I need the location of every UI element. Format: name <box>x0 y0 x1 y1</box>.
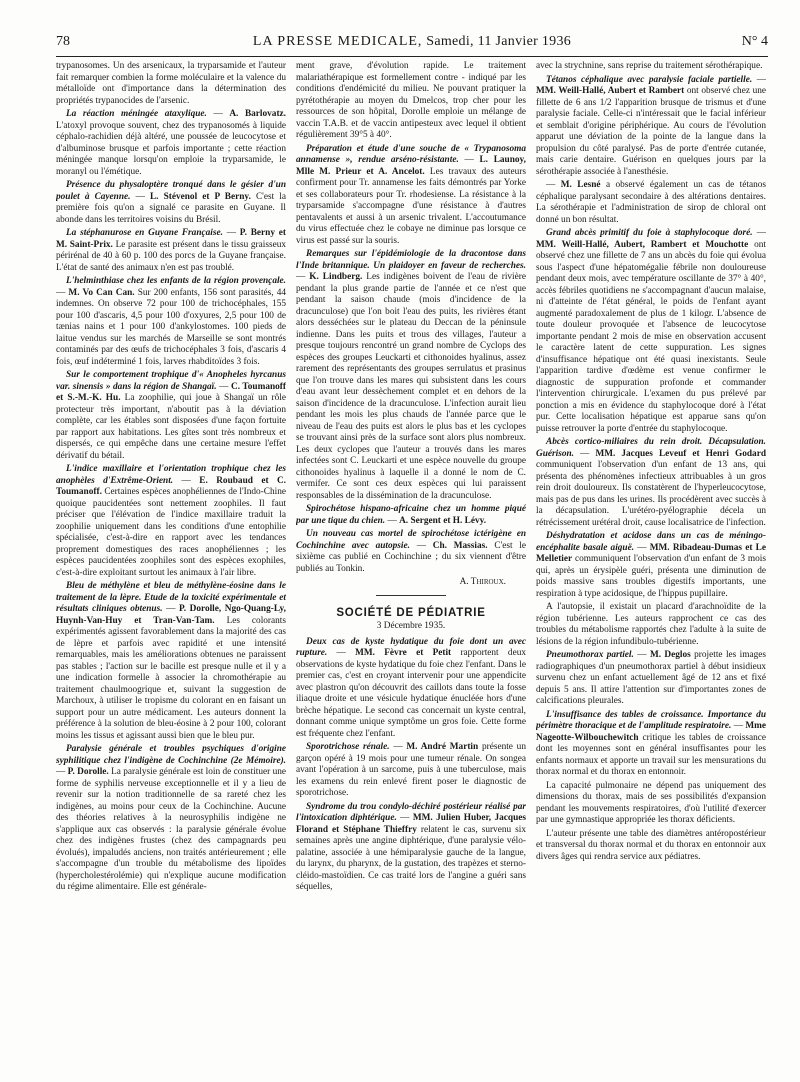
abstract-authors: C. Toumanoff et S.-M.-K. Hu. <box>56 381 286 403</box>
abstract-body: Le parasite est présent dans le tissu graisseux périrénal de 40 à 60 p. 100 des porcs de la Guyane française. L'état de santé des animaux n'en est pas troublé. <box>56 239 286 273</box>
abstract-title: Préparation et étude d'une souche de « Trypanosoma annamense », rendue arséno-résistante. <box>296 143 526 165</box>
abstract-paragraph: Pneumothorax partiel. — M. Deglos projette les images radiographiques d'un pneumothorax partiel à début insidieux survenu chez un enfant actuellement âgé de 12 ans et fixé depuis 5 ans. Il attire l'attention sur d'importantes zones de calcifications pleurales. <box>536 650 766 706</box>
abstract-body: C'est le sixième cas publié en Cochinchine ; du six viennent d'être publiés au Tonkin. <box>296 540 526 574</box>
abstract-title: Remarques sur l'épidémiologie de la dracontose dans l'Inde britannique. Un plaidoyer en faveur de recherches. <box>296 249 526 271</box>
article-columns <box>56 61 768 1061</box>
abstract-authors: P. Berny et M. Saint-Prix. <box>56 228 286 250</box>
abstract-paragraph: Sur le comportement trophique d'« Anopheles hyrcanus var. sinensis » dans la région de Shangaï. — C. Toumanoff et S.-M.-K. Hu. La zoophilie, qui joue à Shangaï un rôle protecteur très important, n'aboutit pas à la déviation complète, car les étables sont disposées d'une façon fortuite par rapport aux habitations. Les gîtes sont très nombreux et dispersés, ce qui empêche dans une certaine mesure l'effet dérivatif du bétail. <box>56 370 286 461</box>
abstract-body: critique les tables de croissance dont les moyennes sont en général insuffisantes pour les enfants normaux et apporte un travail sur les mensurations du thorax normal et du thorax en entonnoir. <box>536 732 766 777</box>
abstract-authors: A. Sergent et H. Lévy. <box>399 515 487 526</box>
abstract-authors: M. André Martin <box>406 742 479 752</box>
abstract-body: Les indigènes boivent de l'eau de rivière pendant la plus grande partie de l'année et ce n'est que pendant la saison chaude (mois d'incidence de la dracunculose) que l'on boit l'eau des puits, les rivières étant alors desséchées sur le plateau du Deccan de la péninsule indienne. Dans les puits et trous des villages, l'auteur a presque toujours rencontré un grand nombre de Cyclops des espèces des groupes Leuckarti et cithonoides hyalinus, assez rarement des représentants des groupes serrulatus et prasinus que l'on trouve dans les mares qui subsistent dans les cours d'eau avant leur dessèchement complet et en dehors de la saison d'incidence de la dracunculose. L'infection aurait lieu pendant les mois les plus chauds de l'année parce que le niveau de l'eau des puits est alors le plus bas et les cyclopes se trouvant ainsi près de la surface sont alors plus nombreux. Les deux cyclopes que l'auteur a trouvés dans les mares infectées sont C. Leuckarti et une espèce nouvelle du groupe cithonoides hyalinus à laquelle il a donné le nom de C. vermifer. Ce sont ces deux espèces qui lui paraissent responsables de la dissémination de la dracunculose. <box>296 272 526 501</box>
abstract-paragraph <box>536 781 766 827</box>
abstract-authors: M. Deglos <box>649 650 691 660</box>
abstract-body: ont observé chez une fillette de 7 ans un abcès du foie qui évolua sous l'aspect d'une hépatomégalie fébrile non douloureuse pendant deux mois, avec température oscillante de 37° à 40°, accès fébriles quotidiens ne s'accompagnant d'aucun malaise, ni d'atteinte de l'état général, le poids de l'enfant ayant augmenté paradoxalement de plus de 1 kilogr. L'absence de toute douleur provoquée et l'absence de leucocytose importante pendant 2 mois de mise en observation accusent le caractère latent de cette suppuration. Les signes d'insuffisance hépatique ont été quasi inexistants. Seule l'apparition tardive d'œdème est venue confirmer le diagnostic de suppuration profonde et commander l'intervention chirurgicale. L'examen du pus prélevé par ponction a mis en évidence du staphylocoque doré à l'état pur. Cette localisation hépatique est apparue sans qu'on puisse retrouver la porte d'entrée du staphylocoque. <box>536 239 766 434</box>
abstract-authors: L. Stévenol et P Berny. <box>149 191 251 202</box>
abstract-title: Spirochétose hispano-africaine chez un homme piqué par une tique du chien. <box>296 504 526 526</box>
abstract-paragraph <box>536 602 766 648</box>
abstract-title: L'indice maxillaire et l'orientation trophique chez les anophèles d'Extrême-Orient. <box>56 464 286 486</box>
abstract-body: ment grave, d'évolution rapide. Le traitement malariathérapique est formellement contre - indiqué par les conditions d'endémicité du milieu. Ne pouvant pratiquer la pyrétothérapie au moyen du Dmelcos, trop cher pour les ressources de son hôpital, Dorolle emploie un mélange de vaccin T.A.B. et de vaccin antipesteux avec lequel il obtient régulièrement 39°5 à 40°. <box>296 61 526 140</box>
page-header <box>56 34 768 57</box>
abstract-paragraph: Un nouveau cas mortel de spirochétose ictérigène en Cochinchine avec autopsie. — Ch. Massias. C'est le sixième cas publié en Cochinchine ; du six viennent d'être publiés au Tonkin. <box>296 529 526 574</box>
abstract-body: La zoophilie, qui joue à Shangaï un rôle protecteur très important, n'aboutit pas à la déviation complète, car les étables sont disposées d'une façon fortuite par rapport aux habitations. Les gîtes sont très nombreux et dispersés, ce qui empêche dans une certaine mesure l'effet dérivatif du bétail. <box>56 393 286 461</box>
issue-number: N° 4 <box>741 34 768 49</box>
abstract-paragraph: Remarques sur l'épidémiologie de la dracontose dans l'Inde britannique. Un plaidoyer en faveur de recherches. — K. Lindberg. Les indigènes boivent de l'eau de rivière pendant la plus grande partie de l'année et ce n'est que pendant la saison chaude (mois d'incidence de la dracunculose) que l'on boit l'eau des puits, les rivières étant alors desséchées sur le plateau du Deccan de la péninsule indienne. Dans les puits et trous des villages, l'auteur a presque toujours rencontré un grand nombre de Cyclops des espèces des groupes Leuckarti et cithonoides hyalinus, assez rarement des représentants des groupes serrulatus et prasinus que l'on trouve dans les mares qui subsistent dans les cours d'eau avant leur dessèchement complet et en dehors de la saison d'incidence de la dracunculose. L'infection aurait lieu pendant les mois les plus chauds de l'année parce que le niveau de l'eau des puits est alors le plus bas et les cyclopes se trouvant ainsi près de la surface sont alors plus nombreux. Les deux cyclopes que l'auteur a trouvés dans les mares infectées sont C. Leuckarti et une espèce nouvelle du groupe cithonoides hyalinus à laquelle il a donné le nom de C. vermifer. Ce sont ces deux espèces qui lui paraissent responsables de la dissémination de la dracunculose. <box>296 249 526 501</box>
abstract-title: Paralysie générale et troubles psychiques d'origine syphilitique chez l'indigène de Cochinchine (2e Mémoire). <box>56 744 286 766</box>
abstract-authors: MM. Jacques Leveuf et Henri Godard <box>595 448 766 459</box>
abstract-body: La capacité pulmonaire ne dépend pas uniquement des dimensions du thorax, mais de ses possibilités d'expansion pendant les mouvements respiratoires, d'où l'utilité d'exercer par une gymnastique appropriée les thorax déficients. <box>536 780 766 825</box>
abstract-paragraph: L'helminthiase chez les enfants de la région provençale. — M. Vo Can Can. Sur 200 enfants, 156 sont parasités, 44 indemnes. On observe 72 pour 100 de trichocéphales, 155 pour 100 d'ascaris, 4,5 pour 100 d'oxyures, 2,5 pour 100 de tænias nains et 1 pour 100 d'ankylostomes. 100 pieds de laitue vendus sur les marchés de Marseille se sont montrés contaminés par des œufs de trichocéphales 3 fois, d'ascaris 4 fois, œuf indéterminé 1 fois, larves rhabditoïdes 3 fois. <box>56 276 286 367</box>
abstract-title: Présence du physaloptère tronqué dans le gésier d'un poulet à Cayenne. <box>56 180 286 202</box>
abstract-title: La stéphanurose en Guyane Française. <box>66 228 223 238</box>
abstract-paragraph: Bleu de méthylène et bleu de méthylène-éosine dans le traitement de la lèpre. Etude de la toxicité expérimentale et résultats cliniques obtenus. — P. Dorolle, Ngo-Quang-Ly, Huynh-Van-Huy et Tran-Van-Tam. Les colorants expérimentés agissent favorablement dans la majorité des cas de lèpre et parfois avec rapidité et une intensité remarquables, mais les améliorations obtenues ne paraissent pas stables ; l'action sur le bacille est presque nulle et il y a une indication formelle à associer la chromothérapie au traitement chaulmoogrique et, suivant la suggestion de Marchoux, à utiliser le tropisme du colorant en en faisant un support pour un autre médicament. Les auteurs donnent la préférence à la solution de bleu-éosine à 2 pour 100, colorant moins les tissus et agissant aussi bien que le bleu pur. <box>56 581 286 741</box>
abstract-authors: MM. Weill-Hallé, Aubert, Rambert et Mouchotte <box>536 239 749 250</box>
page-number: 78 <box>56 34 70 49</box>
abstract-title: Bleu de méthylène et bleu de méthylène-éosine dans le traitement de la lèpre. Etude de la toxicité expérimentale et résultats cliniques obtenus. <box>56 581 286 614</box>
abstract-paragraph: Deux cas de kyste hydatique du foie dont un avec rupture. — MM. Fèvre et Petit rapportent deux observations de kyste hydatique du foie chez l'enfant. Dans le premier cas, c'est en croyant intervenir pour une appendicite avec plastron qu'on découvrit des caillots dans toute la fosse iliaque droite et une vésicule hydatique énucléée hors d'une brèche hépatique. Le second cas concernait un kyste central, donnant comme unique symptôme un gros foie. Cette forme est fréquente chez l'enfant. <box>296 636 526 739</box>
abstract-authors: P. Dorolle. <box>67 767 109 777</box>
abstract-authors: P. Dorolle, Ngo-Quang-Ly, Huynh-Van-Huy et Tran-Van-Tam. <box>56 604 286 626</box>
abstract-title: Grand abcès primitif du foie à staphylocoque doré. <box>546 228 753 238</box>
abstract-title: Déshydratation et acidose dans un cas de méningo-encéphalite basale aiguë. <box>536 531 766 553</box>
abstract-title: Deux cas de kyste hydatique du foie dont un avec rupture. <box>296 636 526 658</box>
abstract-paragraph: Déshydratation et acidose dans un cas de méningo-encéphalite basale aiguë. — MM. Ribadeau-Dumas et Le Melletier communiquent l'observation d'un enfant de 3 mois qui, après un érysipèle guéri, présenta une diminution de poids massive sans troubles digestifs importants, une respiration à type acidosique, de l'hippus pupillaire. <box>536 531 766 599</box>
abstract-paragraph <box>536 829 766 864</box>
abstract-body: communiquent l'observation d'un enfant de 3 mois qui, après un érysipèle guéri, présenta une diminution de poids massive sans troubles digestifs importants, une respiration à type acidosique, de l'hippus pupillaire. <box>536 554 766 599</box>
column-2 <box>296 61 526 1061</box>
journal-name: LA PRESSE MEDICALE, <box>252 34 423 49</box>
abstract-body: relatent le cas, survenu six semaines après une angine diphtérique, d'une paralysie vélo-palatine, associée à une hémiparalysie gauche de la langue, du larynx, du pharynx, de la gustation, des trapèzes et sterno-cléido-mastoïdien. Ce cas traité lors de l'angine a guéri sans séquelles, <box>296 824 526 892</box>
abstract-authors: M. Lesné <box>560 180 601 190</box>
abstract-body: trypanosomes. Un des arsenicaux, la tryparsamide et l'auteur fait remarquer combien la forme moléculaire et la valence du métalloïde ont d'importance dans la détermination des propriétés trypanocides de l'arsenic. <box>56 61 286 106</box>
abstract-paragraph: Paralysie générale et troubles psychiques d'origine syphilitique chez l'indigène de Cochinchine (2e Mémoire). — P. Dorolle. La paralysie générale est loin de constituer une forme de syphilis nerveuse exceptionnelle et il y a lieu de revenir sur la notion traditionnelle de sa rareté chez les indigènes, au moins pour ceux de la Cochinchine. Aucune des théories relatives à la neurosyphilis indigène ne s'applique aux cas observés : la paralysie générale évolue chez des indigènes frustes (chez des campagnards peu évolués), impaludés anciens, non traités antérieurement ; elle s'accompagne d'un trouble du métabolisme des lipoïdes (hypercholestérolémie) qui n'explique aucune modification du régime alimentaire. Elle est générale- <box>56 744 286 892</box>
abstract-authors: M. Vo Can Can. <box>68 287 135 298</box>
abstract-authors: E. Roubaud et C. Toumanoff. <box>56 475 286 497</box>
abstract-title: Sporotrichose rénale. <box>306 742 390 752</box>
running-title <box>116 34 708 50</box>
abstract-body: projette les images radiographiques d'un pneumothorax partiel à début insidieux survenu chez un enfant actuellement âgé de 12 ans et fixé depuis 5 ans. Il attire l'attention sur d'importantes zones de calcifications pleurales. <box>536 650 766 706</box>
abstract-authors: L. Launoy, Mlle M. Prieur et A. Ancelot. <box>296 155 526 177</box>
abstract-paragraph: Préparation et étude d'une souche de « Trypanosoma annamense », rendue arséno-résistante. — L. Launoy, Mlle M. Prieur et A. Ancelot. Les travaux des auteurs confirment pour Tr. annamense les faits démontrés par Yorke et ses collaborateurs pour Tr. rhodesiense. La résistance à la tryparsamide s'accompagne d'une résistance à d'autres pentavalents et aussi à un arsenic trivalent. L'accoutumance du virus effectuée chez le cobaye ne diminue pas lorsque ce virus est passé sur la souris. <box>296 143 526 246</box>
abstract-body: L'auteur présente une table des diamètres antéropostérieur et transversal du thorax normal et du thorax en entonnoir aux divers âges qui rendra service aux pédiatres. <box>536 828 766 862</box>
abstract-paragraph: Tétanos céphalique avec paralysie faciale partielle. — MM. Weill-Hallé, Aubert et Rambert ont observé chez une fillette de 6 ans 1/2 l'apparition brusque de trismus et d'une paralysie faciale. Celle-ci n'intéressait que le facial inférieur et semblait d'origine périphérique. Au cours de l'évolution apparut une déviation de la pointe de la langue dans la propulsion du côté paralysé. Pas de porte d'entrée cutanée, mais carie dentaire. Guérison en quelques jours par la sérothérapie associée à l'anesthésie. <box>536 74 766 177</box>
abstract-paragraph: Présence du physaloptère tronqué dans le gésier d'un poulet à Cayenne. — L. Stévenol et P Berny. C'est la première fois qu'on a signalé ce parasite en Guyane. Il abonde dans les territoires voisins du Brésil. <box>56 180 286 225</box>
abstract-paragraph: Spirochétose hispano-africaine chez un homme piqué par une tique du chien. — A. Sergent et H. Lévy. <box>296 504 526 526</box>
abstract-body: a observé également un cas de tétanos céphalique paralysant secondaire à des altérations dentaires. La sérothérapie et l'administration de sirop de chloral ont donné un bon résultat. <box>536 180 766 225</box>
abstract-title: L'insuffisance des tables de croissance. Importance du périmètre thoracique et de l'amplitude respiratoire. <box>536 709 766 731</box>
column-3 <box>536 61 766 1061</box>
abstract-body: Certaines espèces anophéliennes de l'Indo-Chine quoique paucidentées sont nettement zoophiles. Il faut préciser que l'élévation de l'indice maxillaire traduit la zoophilie uniquement dans les conditions d'une entophilie spécialisée, c'est-à-dire en rapport avec les tendances proprement domestiques des races anophéliennes ; les espèces paucidentées zoophiles sont des espèces exophiles, c'est-à-dire exploitant surtout les animaux à l'air libre. <box>56 487 286 578</box>
abstract-body: C'est la première fois qu'on a signalé ce parasite en Guyane. Il abonde dans les territoires voisins du Brésil. <box>56 191 286 225</box>
section-divider <box>376 595 446 596</box>
abstract-title: Syndrome du trou condylo-déchiré postérieur réalisé par l'intoxication diphtérique. <box>296 801 526 823</box>
abstract-authors: A. Barlovatz. <box>229 109 286 119</box>
abstract-authors: Ch. Massias. <box>432 540 488 551</box>
abstract-title: Un nouveau cas mortel de spirochétose ictérigène en Cochinchine avec autopsie. <box>296 529 526 551</box>
abstract-title: L'helminthiase chez les enfants de la région provençale. <box>66 276 286 286</box>
abstract-paragraph: La stéphanurose en Guyane Française. — P. Berny et M. Saint-Prix. Le parasite est présent dans le tissu graisseux périrénal de 40 à 60 p. 100 des porcs de la Guyane française. L'état de santé des animaux n'en est pas troublé. <box>56 228 286 273</box>
abstract-paragraph: Sporotrichose rénale. — M. André Martin présente un garçon opéré à 19 mois pour une tumeur rénale. On songea avant l'opération à un sarcome, puis à une tuberculose, mais les examens du rein enlevé firent poser le diagnostic de sporotrichose. <box>296 742 526 798</box>
section-heading: SOCIÉTÉ DE PÉDIATRIE <box>336 606 486 619</box>
abstract-paragraph: La réaction méningée ataxylique. — A. Barlovatz. L'atoxyl provoque souvent, chez des trypanosomés à liquide céphalo-rachidien déjà altéré, une poussée de leucocytose et d'albuminose brusque et parfois importante ; cette réaction méningée manque lorsqu'on emploie la tryparsamide, le moranyl ou l'émétique. <box>56 109 286 177</box>
abstract-authors: MM. Fèvre et Petit <box>355 648 452 658</box>
abstract-body: ont observé chez une fillette de 6 ans 1/2 l'apparition brusque de trismus et d'une paralysie faciale. Celle-ci n'intéressait que le facial inférieur et semblait d'origine périphérique. Au cours de l'évolution apparut une déviation de la pointe de la langue dans la propulsion du côté paralysé. Pas de porte d'entrée cutanée, mais carie dentaire. Guérison en quelques jours par la sérothérapie associée à l'anesthésie. <box>536 86 766 177</box>
abstract-paragraph: Grand abcès primitif du foie à staphylocoque doré. — MM. Weill-Hallé, Aubert, Rambert et Mouchotte ont observé chez une fillette de 7 ans un abcès du foie qui évolua sous l'aspect d'une hépatomégalie fébrile non douloureuse pendant deux mois, avec température oscillante de 37° à 40°, accès fébriles quotidiens ne s'accompagnant d'aucun malaise, ni d'atteinte de l'état général, le poids de l'enfant ayant augmenté paradoxalement de plus de 1 kilogr. L'absence de toute douleur provoquée et l'absence de leucocytose importante pendant 2 mois de mise en observation accusent le caractère latent de cette suppuration. Les signes d'insuffisance hépatique ont été quasi inexistants. Seule l'apparition tardive d'œdème est venue confirmer le diagnostic de suppuration profonde et commander l'intervention chirurgicale. L'examen du pus prélevé par ponction a mis en évidence du staphylocoque doré à l'état pur. Cette localisation hépatique est apparue sans qu'on puisse retrouver la porte d'entrée du staphylocoque. <box>536 228 766 434</box>
abstract-body: présente un garçon opéré à 19 mois pour une tumeur rénale. On songea avant l'opération à un sarcome, puis à une tuberculose, mais les examens du rein enlevé firent poser le diagnostic de sporotrichose. <box>296 742 526 798</box>
abstract-paragraph: L'insuffisance des tables de croissance. Importance du périmètre thoracique et de l'amplitude respiratoire. — Mme Nageotte-Wilbouchewitch critique les tables de croissance dont les moyennes sont en général insuffisantes pour les enfants normaux et apporte un travail sur les mensurations du thorax normal et du thorax en entonnoir. <box>536 709 766 777</box>
abstract-paragraph: Syndrome du trou condylo-déchiré postérieur réalisé par l'intoxication diphtérique. — MM. Julien Huber, Jacques Florand et Stéphane Thieffry relatent le cas, survenu six semaines après une angine diphtérique, d'une paralysie vélo-palatine, associée à une hémiparalysie gauche de la langue, du larynx, du pharynx, de la gustation, des trapèzes et sterno-cléido-mastoïdien. Ce cas traité lors de l'angine a guéri sans séquelles, <box>296 801 526 892</box>
abstract-body: rapportent deux observations de kyste hydatique du foie chez l'enfant. Dans le premier cas, c'est en croyant intervenir pour une appendicite avec plastron qu'on découvrit des caillots dans toute la fosse iliaque droite et une vésicule hydatique énucléée hors d'une brèche hépatique. Le second cas concernait un kyste central, donnant comme unique symptôme un gros foie. Cette forme est fréquente chez l'enfant. <box>296 648 526 739</box>
abstract-authors: K. Lindberg. <box>309 272 363 282</box>
abstract-body: La paralysie générale est loin de constituer une forme de syphilis nerveuse exceptionnelle et il y a lieu de revenir sur la notion traditionnelle de sa rareté chez les indigènes, au moins pour ceux de la Cochinchine. Aucune des théories relatives à la neurosyphilis indigène ne s'applique aux cas observés : la paralysie générale évolue chez des indigènes frustes (chez des campagnards peu évolués), impaludés anciens, non traités antérieurement ; elle s'accompagne d'un trouble du métabolisme des lipoïdes (hypercholestérolémie) qui n'explique aucune modification du régime alimentaire. Elle est générale- <box>56 767 286 892</box>
abstract-body: L'atoxyl provoque souvent, chez des trypanosomés à liquide céphalo-rachidien déjà altéré, une poussée de leucocytose et d'albuminose brusque et parfois importante ; cette réaction méningée manque lorsqu'on emploie la tryparsamide, le moranyl ou l'émétique. <box>56 120 286 177</box>
abstract-authors: Mme Nageotte-Wilbouchewitch <box>536 721 766 743</box>
abstract-paragraph: — M. Lesné a observé également un cas de tétanos céphalique paralysant secondaire à des altérations dentaires. La sérothérapie et l'administration de sirop de chloral ont donné un bon résultat. <box>536 180 766 225</box>
abstract-authors: MM. Weill-Hallé, Aubert et Rambert <box>536 86 685 96</box>
abstract-paragraph: L'indice maxillaire et l'orientation trophique chez les anophèles d'Extrême-Orient. — E. Roubaud et C. Toumanoff. Certaines espèces anophéliennes de l'Indo-Chine quoique paucidentées sont nettement zoophiles. Il faut préciser que l'élévation de l'indice maxillaire traduit la zoophilie uniquement dans les conditions d'une entophilie spécialisée, c'est-à-dire en rapport avec les tendances proprement domestiques des races anophéliennes ; les espèces paucidentées zoophiles sont des espèces exophiles, c'est-à-dire exploitant surtout les animaux à l'air libre. <box>56 464 286 578</box>
abstract-authors: MM. Julien Huber, Jacques Florand et Stéphane Thieffry <box>296 813 526 835</box>
abstract-paragraph: Abcès cortico-miliaires du rein droit. Décapsulation. Guérison. — MM. Jacques Leveuf et Henri Godard communiquent l'observation d'un enfant de 13 ans, qui présenta des phénomènes infectieux attribuables à un gros rein droit douloureux. Ils constatèrent de l'hyperleucocytose, mais pas de pus dans les urines. Ils procédèrent avec succès à la décapsulation. L'urétéro-pyélographie décela un rétrécissement urétéral droit, cause localisatrice de l'infection. <box>536 437 766 528</box>
abstract-authors: MM. Ribadeau-Dumas et Le Melletier <box>536 542 766 564</box>
abstract-body: A l'autopsie, il existait un placard d'arachnoïdite de la région tubérienne. Les auteurs rapprochent ce cas des troubles du métabolisme rapportés chez l'adulte à la suite de lésions de la région infundibulo-tubérienne. <box>536 602 766 647</box>
abstract-title: Abcès cortico-miliaires du rein droit. Décapsulation. Guérison. <box>536 437 766 459</box>
signature: A. Thiroux. <box>459 577 506 587</box>
issue-date: Samedi, 11 Janvier 1936 <box>426 34 572 49</box>
abstract-title: La réaction méningée ataxylique. <box>66 109 207 119</box>
session-date: 3 Décembre 1935. <box>376 621 446 631</box>
abstract-title: Sur le comportement trophique d'« Anopheles hyrcanus var. sinensis » dans la région de Shangaï. <box>56 370 286 392</box>
abstract-body: Les travaux des auteurs confirment pour Tr. annamense les faits démontrés par Yorke et ses collaborateurs pour Tr. rhodesiense. La résistance à la tryparsamide s'accompagne d'une résistance à d'autres pentavalents et aussi à un arsenic trivalent. L'accoutumance du virus effectuée chez le cobaye ne diminue pas lorsque ce virus est passé sur la souris. <box>296 166 526 246</box>
column-1 <box>56 61 286 1061</box>
abstract-paragraph <box>56 61 286 107</box>
abstract-body: Sur 200 enfants, 156 sont parasités, 44 indemnes. On observe 72 pour 100 de trichocéphales, 155 pour 100 d'ascaris, 4,5 pour 100 d'oxyures, 2,5 pour 100 de tænias nains et 1 pour 100 d'ankylostomes. 100 pieds de laitue vendus sur les marchés de Marseille se sont montrés contaminés par des œufs de trichocéphales 3 fois, d'ascaris 4 fois, œuf indéterminé 1 fois, larves rhabditoïdes 3 fois. <box>56 287 286 367</box>
abstract-title: Tétanos céphalique avec paralysie faciale partielle. <box>546 74 753 85</box>
abstract-paragraph <box>296 61 526 142</box>
abstract-body: avec la strychnine, sans reprise du traitement sérothérapique. <box>536 61 763 71</box>
abstract-title: Pneumothorax partiel. <box>546 650 634 660</box>
abstract-paragraph <box>536 61 766 73</box>
abstract-body: communiquent l'observation d'un enfant de 13 ans, qui présenta des phénomènes infectieux attribuables à un gros rein droit douloureux. Ils constatèrent de l'hyperleucocytose, mais pas de pus dans les urines. Ils procédèrent avec succès à la décapsulation. L'urétéro-pyélographie décela un rétrécissement urétéral droit, cause localisatrice de l'infection. <box>536 460 766 528</box>
abstract-body: Les colorants expérimentés agissent favorablement dans la majorité des cas de lèpre et parfois avec rapidité et une intensité remarquables, mais les améliorations obtenues ne paraissent pas stables ; l'action sur le bacille est presque nulle et il y a une indication formelle à associer la chromothérapie au traitement chaulmoogrique et, suivant la suggestion de Marchoux, à utiliser le tropisme du colorant en en faisant un support pour un autre médicament. Les auteurs donnent la préférence à la solution de bleu-éosine à 2 pour 100, colorant moins les tissus et agissant aussi bien que le bleu pur. <box>56 615 286 741</box>
